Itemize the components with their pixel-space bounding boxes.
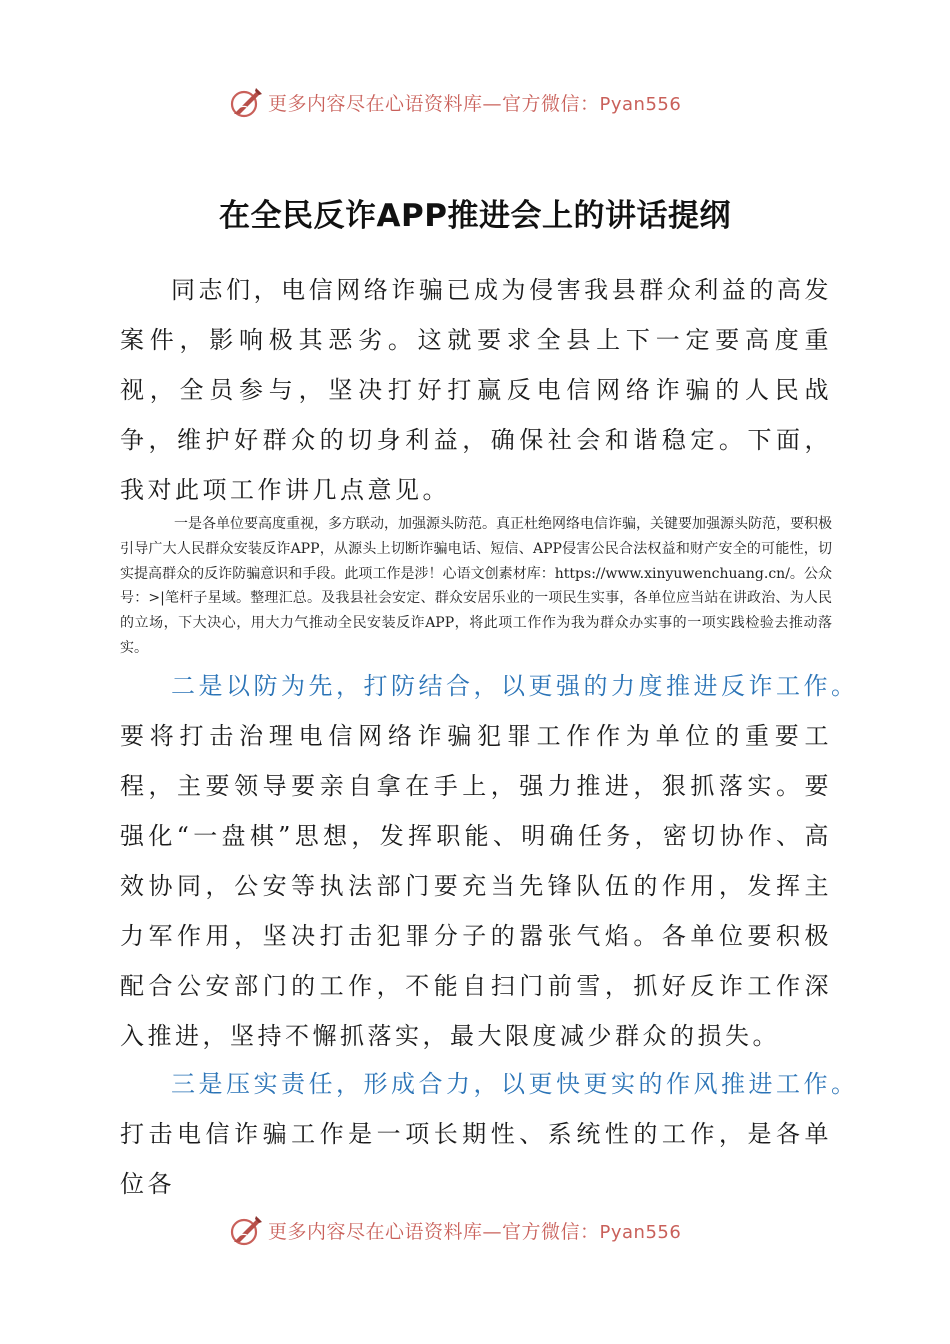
watermark-text: 更多内容尽在心语资料库—官方微信：Pyan556 bbox=[268, 1220, 682, 1243]
document-title: 在全民反诈APP推进会上的讲话提纲 bbox=[219, 198, 731, 234]
quill-logo-icon bbox=[228, 1212, 264, 1248]
point-one-paragraph: 一是各单位要高度重视，多方联动，加强源头防范。真正杜绝网络电信诈骗，关键要加强源头防范，要积极引导广大人民群众安装反诈APP，从源头上切断诈骗电话、短信、APP侵害公民合法权益和财产安全的可能性，切实提高群众的反诈防骗意识和手段。此项工作是涉！心语文创素材库：https://www.xinyuwenchuang.cn/。公众号：>|笔杆子星域。整理汇总。及我县社会安定、群众安居乐业的一项民生实事，各单位应当站在讲政治、为人民的立场，下大决心，用大力气推动全民安装反诈APP，将此项工作作为我为群众办实事的一项实践检验去推动落实。 bbox=[120, 516, 832, 656]
point-three-heading: 三是压实责任，形成合力，以更快更实的作风推进工作。 bbox=[171, 1070, 859, 1098]
point-two-heading: 二是以防为先，打防结合，以更强的力度推进反诈工作。 bbox=[171, 672, 859, 700]
watermark-text: 更多内容尽在心语资料库—官方微信：Pyan556 bbox=[268, 92, 682, 115]
quill-logo-icon bbox=[228, 84, 264, 120]
point-three-paragraph: 打击电信诈骗工作是一项长期性、系统性的工作，是各单位各 bbox=[120, 1120, 832, 1198]
footer-watermark bbox=[0, 1210, 950, 1250]
point-two-paragraph: 要将打击治理电信网络诈骗犯罪工作作为单位的重要工程，主要领导要亲自拿在手上，强力推进，狠抓落实。要强化“一盘棋”思想，发挥职能、明确任务，密切协作、高效协同，公安等执法部门要充当先锋队伍的作用，发挥主力军作用，坚决打击犯罪分子的嚣张气焰。各单位要积极配合公安部门的工作，不能自扫门前雪，抓好反诈工作深入推进，坚持不懈抓落实，最大限度减少群众的损失。 bbox=[120, 722, 832, 1050]
watermark-wechat-id: Pyan556 bbox=[599, 1221, 682, 1243]
intro-paragraph: 同志们，电信网络诈骗已成为侵害我县群众利益的高发案件，影响极其恶劣。这就要求全县上下一定要高度重视，全员参与，坚决打好打赢反电信网络诈骗的人民战争，维护好群众的切身利益，确保社会和谐稳定。下面，我对此项工作讲几点意见。 bbox=[120, 276, 832, 504]
header-watermark bbox=[0, 82, 950, 122]
watermark-wechat-id: Pyan556 bbox=[599, 93, 682, 115]
